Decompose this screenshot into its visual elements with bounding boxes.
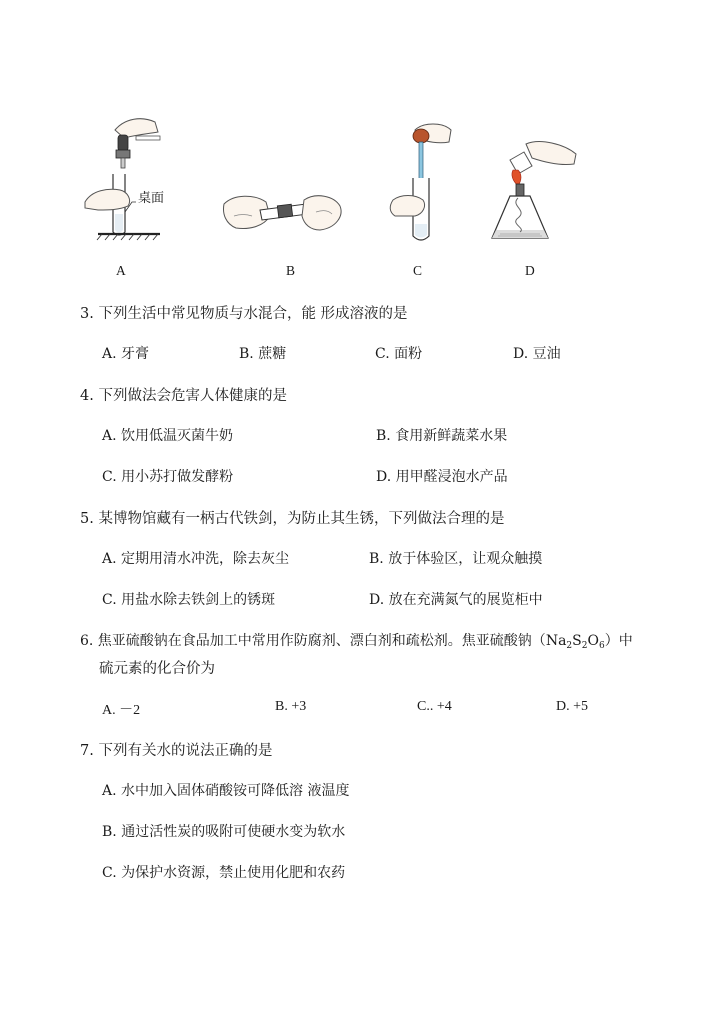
figure-d-illustration [480, 140, 580, 245]
q6-stem-suffix: ）中 [604, 633, 633, 649]
q3-option-a: A. 牙膏 [102, 346, 150, 362]
desk-label: 桌面 [138, 191, 165, 206]
q4-option-a: A. 饮用低温灭菌牛奶 [102, 428, 234, 444]
q5-option-c: C. 用盐水除去铁剑上的锈斑 [102, 592, 276, 608]
figure-a-label: A [116, 263, 126, 278]
q6-formula-na: Na [545, 633, 567, 649]
figure-b [220, 190, 345, 245]
q6-option-c: C.. +4 [417, 699, 452, 714]
q5-option-d: D. 放在充满氮气的展览柜中 [369, 592, 543, 608]
question-7-stem: 7. 下列有关水的说法正确的是 [80, 743, 273, 759]
question-4-stem: 4. 下列做法会危害人体健康的是 [80, 388, 287, 404]
q6-formula-na-sub: 2 [566, 641, 573, 651]
question-5-stem: 5. 某博物馆藏有一柄古代铁剑，为防止其生锈，下列做法合理的是 [80, 511, 505, 527]
question-6-stem-line2: 硫元素的化合价为 [99, 661, 215, 677]
question-3-stem: 3. 下列生活中常见物质与水混合，能 形成溶液的是 [80, 306, 408, 322]
q4-option-d: D. 用甲醛浸泡水产品 [376, 469, 508, 485]
q6-formula-s-sub: 2 [581, 641, 588, 651]
q6-stem-prefix: 6. 焦亚硫酸钠在食品加工中常用作防腐剂、漂白剂和疏松剂。焦亚硫酸钠（ [80, 633, 546, 649]
question-6-stem-line1 [80, 630, 633, 650]
q3-option-b: B. 蔗糖 [239, 346, 287, 362]
figure-c [385, 120, 460, 250]
q7-option-c: C. 为保护水资源，禁止使用化肥和农药 [102, 865, 346, 881]
figure-b-illustration [220, 190, 345, 245]
figure-d [480, 140, 580, 245]
figure-c-label: C [413, 263, 423, 278]
q7-option-a: A. 水中加入固体硝酸铵可降低溶 液温度 [102, 783, 350, 799]
figure-d-label: D [525, 263, 535, 278]
q4-option-c: C. 用小苏打做发酵粉 [102, 469, 234, 485]
figure-c-illustration [385, 120, 460, 250]
q7-option-b: B. 通过活性炭的吸附可使硬水变为软水 [102, 824, 346, 840]
q6-formula [546, 633, 605, 649]
figure-a-illustration [80, 110, 190, 240]
q6-formula-o: O [587, 633, 599, 649]
q3-option-d: D. 豆油 [513, 346, 561, 362]
q6-formula-s: S [572, 633, 582, 649]
figure-b-label: B [286, 263, 296, 278]
q4-option-b: B. 食用新鲜蔬菜水果 [376, 428, 508, 444]
q6-option-d: D. +5 [556, 699, 589, 714]
q6-option-a: A. －2 [102, 703, 141, 718]
q6-formula-o-sub: 6 [598, 641, 605, 651]
figure-a [80, 110, 190, 240]
q5-option-b: B. 放于体验区，让观众触摸 [369, 551, 543, 567]
q3-option-c: C. 面粉 [375, 346, 423, 362]
q6-option-b: B. +3 [275, 699, 307, 714]
q5-option-a: A. 定期用清水冲洗，除去灰尘 [102, 551, 290, 567]
